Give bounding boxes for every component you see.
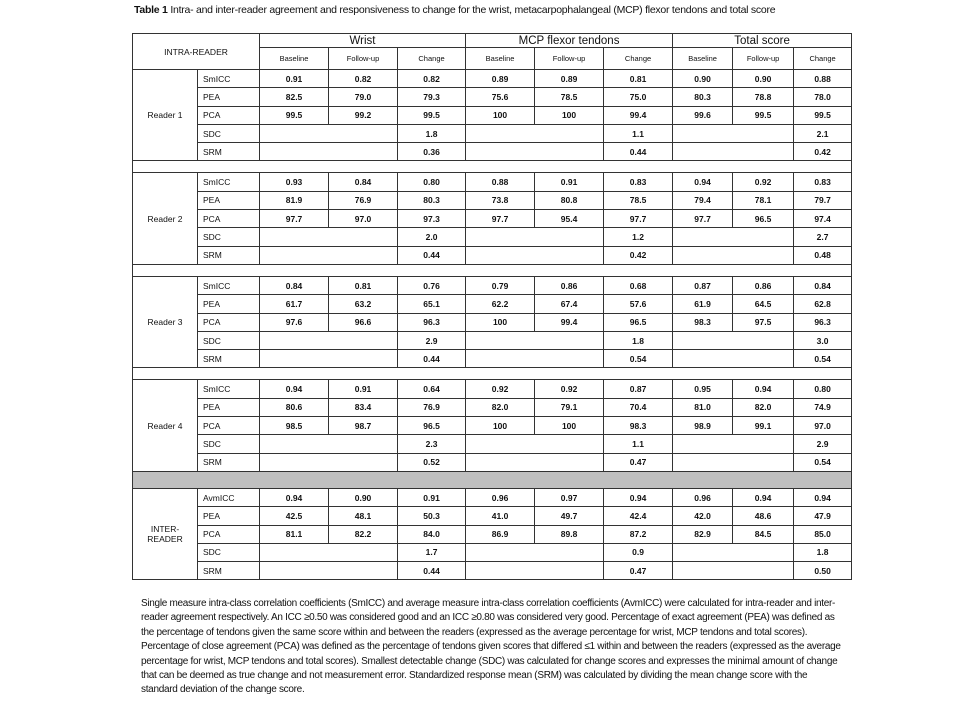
change-value-cell: 1.8 xyxy=(398,124,466,142)
empty-cell xyxy=(260,435,398,453)
change-value-cell: 0.44 xyxy=(398,562,466,580)
spacer-cell xyxy=(133,471,852,488)
table-row xyxy=(133,106,852,124)
metric-label: AvmICC xyxy=(198,488,260,506)
metric-label: PCA xyxy=(198,313,260,331)
reader-label: Reader 3 xyxy=(133,276,198,367)
value-cell: 82.0 xyxy=(733,398,794,416)
value-cell: 70.4 xyxy=(604,398,673,416)
value-cell: 80.3 xyxy=(673,88,733,106)
value-cell: 57.6 xyxy=(604,295,673,313)
empty-cell xyxy=(260,562,398,580)
value-cell: 100 xyxy=(535,417,604,435)
value-cell: 96.3 xyxy=(794,313,852,331)
value-cell: 85.0 xyxy=(794,525,852,543)
value-cell: 99.5 xyxy=(260,106,329,124)
value-cell: 0.82 xyxy=(398,70,466,88)
value-cell: 84.5 xyxy=(733,525,794,543)
metric-label: SmICC xyxy=(198,173,260,191)
value-cell: 0.64 xyxy=(398,380,466,398)
empty-cell xyxy=(260,453,398,471)
change-value-cell: 1.8 xyxy=(604,331,673,349)
value-cell: 0.91 xyxy=(329,380,398,398)
table-row xyxy=(133,507,852,525)
empty-cell xyxy=(673,246,794,264)
empty-cell xyxy=(466,435,604,453)
value-cell: 61.7 xyxy=(260,295,329,313)
table-row xyxy=(133,525,852,543)
value-cell: 97.0 xyxy=(329,210,398,228)
change-value-cell: 2.7 xyxy=(794,228,852,246)
table-row xyxy=(133,350,852,368)
value-cell: 99.6 xyxy=(673,106,733,124)
value-cell: 48.6 xyxy=(733,507,794,525)
value-cell: 0.81 xyxy=(604,70,673,88)
change-value-cell: 0.36 xyxy=(398,143,466,161)
group-header-wrist: Wrist xyxy=(260,34,466,48)
table-row xyxy=(133,276,852,294)
empty-cell xyxy=(260,228,398,246)
table-row xyxy=(133,191,852,209)
metric-label: SRM xyxy=(198,143,260,161)
table-caption xyxy=(134,3,854,18)
value-cell: 0.80 xyxy=(794,380,852,398)
subheader-baseline: Baseline xyxy=(673,48,733,70)
value-cell: 74.9 xyxy=(794,398,852,416)
change-value-cell: 1.8 xyxy=(794,543,852,561)
value-cell: 79.7 xyxy=(794,191,852,209)
table-row xyxy=(133,488,852,506)
caption-text: Intra- and inter-reader agreement and responsiveness to change for the wrist, metacarpophalangeal (MCP) flexor tendons and total score xyxy=(170,4,776,16)
table-row xyxy=(133,143,852,161)
empty-cell xyxy=(673,435,794,453)
empty-cell xyxy=(673,350,794,368)
value-cell: 80.8 xyxy=(535,191,604,209)
table-row xyxy=(133,313,852,331)
spacer-row xyxy=(133,368,852,380)
reader-label: INTER- READER xyxy=(133,488,198,579)
value-cell: 97.7 xyxy=(673,210,733,228)
change-value-cell: 0.54 xyxy=(794,453,852,471)
table-row xyxy=(133,210,852,228)
value-cell: 84.0 xyxy=(398,525,466,543)
value-cell: 0.87 xyxy=(604,380,673,398)
table-row xyxy=(133,453,852,471)
value-cell: 64.5 xyxy=(733,295,794,313)
empty-cell xyxy=(466,543,604,561)
value-cell: 41.0 xyxy=(466,507,535,525)
table-row xyxy=(133,435,852,453)
empty-cell xyxy=(466,143,604,161)
section-divider xyxy=(133,471,852,488)
value-cell: 98.5 xyxy=(260,417,329,435)
value-cell: 0.92 xyxy=(466,380,535,398)
change-value-cell: 1.1 xyxy=(604,435,673,453)
change-value-cell: 0.48 xyxy=(794,246,852,264)
empty-cell xyxy=(673,143,794,161)
metric-label: PCA xyxy=(198,106,260,124)
value-cell: 99.4 xyxy=(535,313,604,331)
metric-label: SmICC xyxy=(198,70,260,88)
empty-cell xyxy=(466,246,604,264)
spacer-row xyxy=(133,161,852,173)
metric-label: PEA xyxy=(198,191,260,209)
value-cell: 0.97 xyxy=(535,488,604,506)
value-cell: 99.1 xyxy=(733,417,794,435)
value-cell: 0.91 xyxy=(535,173,604,191)
table-row xyxy=(133,88,852,106)
empty-cell xyxy=(673,453,794,471)
value-cell: 78.5 xyxy=(604,191,673,209)
value-cell: 0.96 xyxy=(673,488,733,506)
value-cell: 96.3 xyxy=(398,313,466,331)
value-cell: 99.5 xyxy=(794,106,852,124)
empty-cell xyxy=(260,350,398,368)
value-cell: 0.90 xyxy=(329,488,398,506)
value-cell: 0.88 xyxy=(794,70,852,88)
change-value-cell: 1.2 xyxy=(604,228,673,246)
change-value-cell: 0.47 xyxy=(604,453,673,471)
change-value-cell: 2.0 xyxy=(398,228,466,246)
value-cell: 97.5 xyxy=(733,313,794,331)
metric-label: SRM xyxy=(198,246,260,264)
group-header-mcp: MCP flexor tendons xyxy=(466,34,673,48)
value-cell: 0.82 xyxy=(329,70,398,88)
value-cell: 76.9 xyxy=(398,398,466,416)
value-cell: 0.92 xyxy=(733,173,794,191)
empty-cell xyxy=(466,228,604,246)
value-cell: 97.6 xyxy=(260,313,329,331)
value-cell: 0.90 xyxy=(733,70,794,88)
value-cell: 50.3 xyxy=(398,507,466,525)
subheader-change: Change xyxy=(794,48,852,70)
value-cell: 0.79 xyxy=(466,276,535,294)
empty-cell xyxy=(466,124,604,142)
subheader-follow-up: Follow-up xyxy=(329,48,398,70)
value-cell: 98.9 xyxy=(673,417,733,435)
value-cell: 97.7 xyxy=(604,210,673,228)
reader-label: Reader 1 xyxy=(133,70,198,161)
value-cell: 100 xyxy=(535,106,604,124)
value-cell: 98.3 xyxy=(604,417,673,435)
value-cell: 78.0 xyxy=(794,88,852,106)
value-cell: 0.94 xyxy=(260,380,329,398)
value-cell: 89.8 xyxy=(535,525,604,543)
value-cell: 82.2 xyxy=(329,525,398,543)
metric-label: PCA xyxy=(198,417,260,435)
value-cell: 100 xyxy=(466,106,535,124)
table-row xyxy=(133,173,852,191)
value-cell: 61.9 xyxy=(673,295,733,313)
metric-label: SRM xyxy=(198,562,260,580)
metric-label: SmICC xyxy=(198,276,260,294)
metric-label: SDC xyxy=(198,228,260,246)
value-cell: 0.86 xyxy=(733,276,794,294)
empty-cell xyxy=(260,246,398,264)
value-cell: 87.2 xyxy=(604,525,673,543)
value-cell: 0.89 xyxy=(466,70,535,88)
value-cell: 83.4 xyxy=(329,398,398,416)
value-cell: 96.5 xyxy=(604,313,673,331)
value-cell: 75.6 xyxy=(466,88,535,106)
change-value-cell: 0.54 xyxy=(604,350,673,368)
change-value-cell: 0.44 xyxy=(398,246,466,264)
table-row xyxy=(133,246,852,264)
metric-label: PEA xyxy=(198,295,260,313)
change-value-cell: 0.42 xyxy=(794,143,852,161)
value-cell: 0.96 xyxy=(466,488,535,506)
value-cell: 78.1 xyxy=(733,191,794,209)
value-cell: 0.68 xyxy=(604,276,673,294)
value-cell: 98.3 xyxy=(673,313,733,331)
table-row xyxy=(133,417,852,435)
empty-cell xyxy=(673,228,794,246)
metric-label: SDC xyxy=(198,435,260,453)
value-cell: 0.94 xyxy=(733,380,794,398)
metric-label: SRM xyxy=(198,453,260,471)
metric-label: SmICC xyxy=(198,380,260,398)
subheader-change: Change xyxy=(604,48,673,70)
empty-cell xyxy=(673,124,794,142)
value-cell: 78.8 xyxy=(733,88,794,106)
empty-cell xyxy=(673,562,794,580)
change-value-cell: 0.50 xyxy=(794,562,852,580)
value-cell: 97.0 xyxy=(794,417,852,435)
change-value-cell: 1.1 xyxy=(604,124,673,142)
empty-cell xyxy=(260,124,398,142)
group-header-total: Total score xyxy=(673,34,852,48)
change-value-cell: 0.52 xyxy=(398,453,466,471)
change-value-cell: 0.47 xyxy=(604,562,673,580)
table-row xyxy=(133,295,852,313)
value-cell: 82.9 xyxy=(673,525,733,543)
value-cell: 0.80 xyxy=(398,173,466,191)
value-cell: 99.4 xyxy=(604,106,673,124)
table-row xyxy=(133,331,852,349)
subheader-follow-up: Follow-up xyxy=(733,48,794,70)
empty-cell xyxy=(673,543,794,561)
value-cell: 0.86 xyxy=(535,276,604,294)
value-cell: 0.83 xyxy=(794,173,852,191)
table-row xyxy=(133,543,852,561)
caption-label: Table 1 xyxy=(134,4,168,16)
change-value-cell: 0.42 xyxy=(604,246,673,264)
value-cell: 81.9 xyxy=(260,191,329,209)
metric-label: SDC xyxy=(198,543,260,561)
table-row xyxy=(133,380,852,398)
value-cell: 0.94 xyxy=(794,488,852,506)
change-value-cell: 0.44 xyxy=(604,143,673,161)
spacer-row xyxy=(133,264,852,276)
subheader-baseline: Baseline xyxy=(466,48,535,70)
value-cell: 62.2 xyxy=(466,295,535,313)
value-cell: 62.8 xyxy=(794,295,852,313)
metric-label: PEA xyxy=(198,507,260,525)
change-value-cell: 0.54 xyxy=(794,350,852,368)
value-cell: 100 xyxy=(466,313,535,331)
value-cell: 79.0 xyxy=(329,88,398,106)
value-cell: 99.5 xyxy=(398,106,466,124)
subheader-change: Change xyxy=(398,48,466,70)
change-value-cell: 1.7 xyxy=(398,543,466,561)
empty-cell xyxy=(466,453,604,471)
value-cell: 79.3 xyxy=(398,88,466,106)
empty-cell xyxy=(466,562,604,580)
metric-label: PCA xyxy=(198,525,260,543)
value-cell: 78.5 xyxy=(535,88,604,106)
value-cell: 0.84 xyxy=(260,276,329,294)
change-value-cell: 2.1 xyxy=(794,124,852,142)
value-cell: 0.89 xyxy=(535,70,604,88)
change-value-cell: 3.0 xyxy=(794,331,852,349)
value-cell: 81.1 xyxy=(260,525,329,543)
value-cell: 95.4 xyxy=(535,210,604,228)
empty-cell xyxy=(260,331,398,349)
value-cell: 49.7 xyxy=(535,507,604,525)
value-cell: 67.4 xyxy=(535,295,604,313)
value-cell: 0.81 xyxy=(329,276,398,294)
value-cell: 82.5 xyxy=(260,88,329,106)
value-cell: 0.88 xyxy=(466,173,535,191)
spacer-cell xyxy=(133,264,852,276)
spacer-cell xyxy=(133,368,852,380)
change-value-cell: 0.44 xyxy=(398,350,466,368)
empty-cell xyxy=(260,543,398,561)
value-cell: 0.94 xyxy=(673,173,733,191)
value-cell: 0.84 xyxy=(794,276,852,294)
value-cell: 96.5 xyxy=(733,210,794,228)
empty-cell xyxy=(466,331,604,349)
change-value-cell: 2.3 xyxy=(398,435,466,453)
value-cell: 0.92 xyxy=(535,380,604,398)
value-cell: 0.94 xyxy=(733,488,794,506)
value-cell: 0.94 xyxy=(260,488,329,506)
value-cell: 0.90 xyxy=(673,70,733,88)
value-cell: 65.1 xyxy=(398,295,466,313)
value-cell: 0.94 xyxy=(604,488,673,506)
value-cell: 47.9 xyxy=(794,507,852,525)
table-row xyxy=(133,562,852,580)
value-cell: 0.93 xyxy=(260,173,329,191)
value-cell: 75.0 xyxy=(604,88,673,106)
change-value-cell: 2.9 xyxy=(398,331,466,349)
table-row xyxy=(133,70,852,88)
metric-label: PCA xyxy=(198,210,260,228)
value-cell: 63.2 xyxy=(329,295,398,313)
value-cell: 86.9 xyxy=(466,525,535,543)
value-cell: 97.7 xyxy=(466,210,535,228)
metric-label: SRM xyxy=(198,350,260,368)
intra-reader-header: INTRA-READER xyxy=(133,34,260,70)
value-cell: 81.0 xyxy=(673,398,733,416)
value-cell: 0.84 xyxy=(329,173,398,191)
value-cell: 42.5 xyxy=(260,507,329,525)
value-cell: 97.4 xyxy=(794,210,852,228)
value-cell: 42.0 xyxy=(673,507,733,525)
empty-cell xyxy=(673,331,794,349)
value-cell: 98.7 xyxy=(329,417,398,435)
value-cell: 99.2 xyxy=(329,106,398,124)
value-cell: 0.91 xyxy=(260,70,329,88)
value-cell: 96.5 xyxy=(398,417,466,435)
value-cell: 0.91 xyxy=(398,488,466,506)
value-cell: 79.4 xyxy=(673,191,733,209)
value-cell: 73.8 xyxy=(466,191,535,209)
metric-label: SDC xyxy=(198,331,260,349)
table-row xyxy=(133,228,852,246)
value-cell: 80.6 xyxy=(260,398,329,416)
value-cell: 48.1 xyxy=(329,507,398,525)
value-cell: 0.83 xyxy=(604,173,673,191)
value-cell: 97.7 xyxy=(260,210,329,228)
value-cell: 96.6 xyxy=(329,313,398,331)
value-cell: 99.5 xyxy=(733,106,794,124)
reader-label: Reader 4 xyxy=(133,380,198,471)
value-cell: 79.1 xyxy=(535,398,604,416)
subheader-baseline: Baseline xyxy=(260,48,329,70)
value-cell: 0.87 xyxy=(673,276,733,294)
spacer-cell xyxy=(133,161,852,173)
reader-label: Reader 2 xyxy=(133,173,198,264)
value-cell: 76.9 xyxy=(329,191,398,209)
change-value-cell: 0.9 xyxy=(604,543,673,561)
subheader-follow-up: Follow-up xyxy=(535,48,604,70)
table-row xyxy=(133,124,852,142)
table-footnote: Single measure intra-class correlation coefficients (SmICC) and average measure intra-class correlation coefficients (AvmICC) were calculated for intra-reader and inter-reader agreement respectively. An ICC ≥0.50 was considered good and an ICC ≥0.80 was considered very good. Percentage of exact agreement (PEA) was defined as the percentage of tendons given the same score within and between the readers (expressed as the average percentage for wrist, MCP tendons and total scores). Percentage of close agreement (PCA) was defined as the percentage of tendons given scores that differed ≤1 within and between the readers (expressed as the average percentage for wrist, MCP tendons and total scores). Smallest detectable change (SDC) was calculated for change scores and expresses the minimal amount of change that can be deemed as true change and not measurement error. Standardized response mean (SRM) was calculated by dividing the mean change score with the standard deviation of the change score. xyxy=(141,598,841,696)
metric-label: SDC xyxy=(198,124,260,142)
value-cell: 42.4 xyxy=(604,507,673,525)
value-cell: 97.3 xyxy=(398,210,466,228)
empty-cell xyxy=(260,143,398,161)
value-cell: 82.0 xyxy=(466,398,535,416)
table-row xyxy=(133,398,852,416)
metric-label: PEA xyxy=(198,398,260,416)
change-value-cell: 2.9 xyxy=(794,435,852,453)
value-cell: 80.3 xyxy=(398,191,466,209)
value-cell: 0.95 xyxy=(673,380,733,398)
empty-cell xyxy=(466,350,604,368)
metric-label: PEA xyxy=(198,88,260,106)
value-cell: 0.76 xyxy=(398,276,466,294)
agreement-table xyxy=(132,33,852,580)
value-cell: 100 xyxy=(466,417,535,435)
